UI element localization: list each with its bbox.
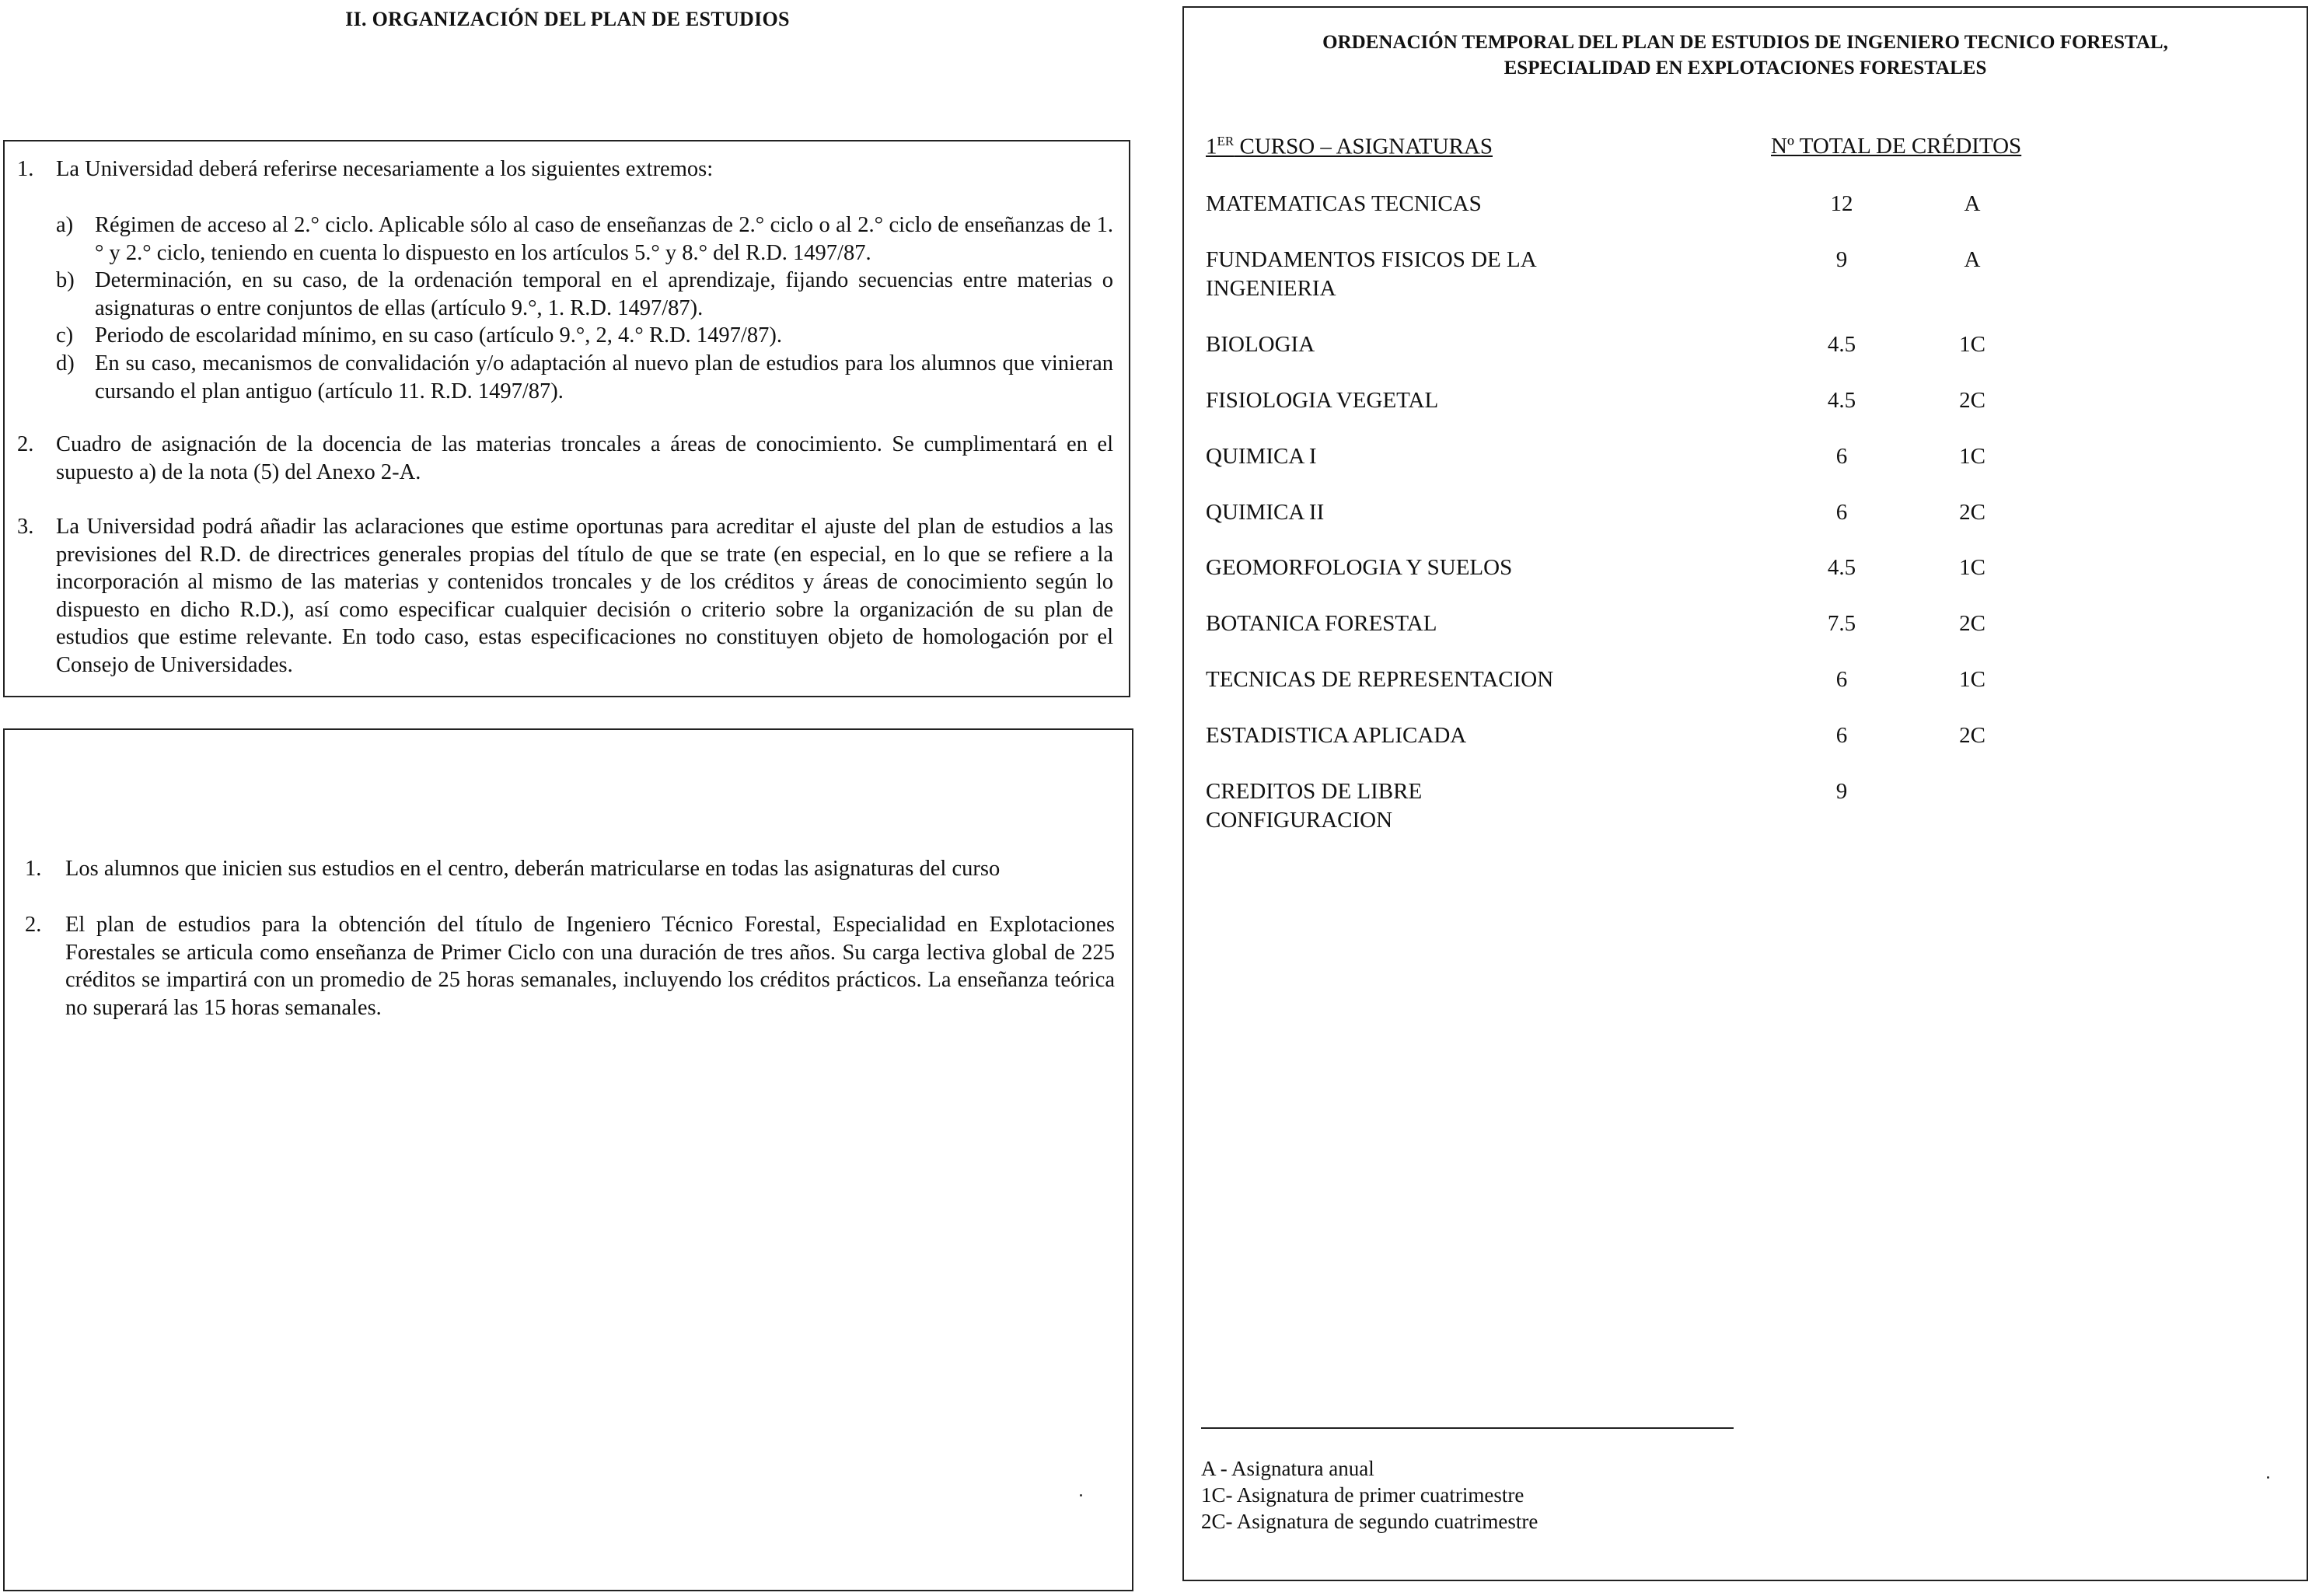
- legend-item: 2C- Asignatura de segundo cuatrimestre: [1201, 1510, 1538, 1533]
- subject-credits: 6: [1835, 444, 1848, 469]
- subject-name: BOTANICA FORESTAL: [1206, 611, 1437, 636]
- item-number: 2.: [25, 913, 42, 937]
- subject-type: A: [1964, 247, 1981, 272]
- subitem-letter: a): [56, 213, 74, 237]
- item-number: 1.: [25, 857, 42, 881]
- subject-name: GEOMORFOLOGIA Y SUELOS: [1206, 555, 1513, 580]
- item-text: El plan de estudios para la obtención del título de Ingeniero Técnico Forestal, Especialidad en Explotaciones Forestales se articula como enseñanza de Primer Ciclo con una duración de tres años. Su carga lectiva global de 225 créditos se impartirá con un promedio de 25 horas semanales, incluyendo los créditos prácticos. La enseñanza teórica no superará las 15 horas semanales.: [65, 913, 1115, 1020]
- subject-credits: 4.5: [1827, 388, 1856, 413]
- subject-name: QUIMICA II: [1206, 500, 1325, 525]
- subitem-text: Régimen de acceso al 2.° ciclo. Aplicable sólo al caso de enseñanzas de 2.° ciclo o al 2.° ciclo de enseñanzas de 1.° y 2.° ciclo, teniendo en cuenta lo dispuesto en los artículos 5.° y 8.° del R.D. 1497/87.: [95, 213, 1113, 265]
- subject-name: FISIOLOGIA VEGETAL: [1206, 388, 1439, 413]
- course-num: 1: [1206, 134, 1217, 159]
- subject-credits: 4.5: [1827, 555, 1856, 580]
- item-text: La Universidad deberá referirse necesariamente a los siguientes extremos:: [56, 157, 714, 181]
- subject-name: ESTADISTICA APLICADA: [1206, 723, 1467, 748]
- schedule-title-line1: ORDENACIÓN TEMPORAL DEL PLAN DE ESTUDIOS DE INGENIERO TECNICO FORESTAL,: [1322, 32, 2168, 53]
- speck-mark: [1080, 1494, 1082, 1496]
- item-number: 2.: [17, 432, 34, 456]
- subject-credits: 4.5: [1827, 332, 1856, 357]
- subitem-text: Periodo de escolaridad mínimo, en su caso (artículo 9.°, 2, 4.° R.D. 1497/87).: [95, 323, 782, 347]
- subject-credits: 9: [1835, 247, 1848, 272]
- subject-type: 1C: [1959, 555, 1985, 580]
- subject-credits: 7.5: [1827, 611, 1856, 636]
- subject-type: 1C: [1959, 667, 1985, 692]
- subject-name: FUNDAMENTOS FISICOS DE LA INGENIERIA: [1206, 247, 1536, 301]
- subject-credits: 6: [1835, 500, 1848, 525]
- subitem-text: Determinación, en su caso, de la ordenación temporal en el aprendizaje, fijando secuencias entre materias o asignaturas o entre conjuntos de ellas (artículo 9.°, 1. R.D. 1497/87).: [95, 268, 1113, 320]
- subject-credits: 9: [1835, 779, 1848, 804]
- subitem-letter: c): [56, 323, 74, 347]
- item-text: La Universidad podrá añadir las aclaraciones que estime oportunas para acreditar el ajuste del plan de estudios a las previsiones del R.D. de directrices generales propias del título de que se trate (en especial, en lo que se refiere a la incorporación al mismo de las materias y contenidos troncales y de los créditos y áreas de conocimiento según lo dispuesto en dicho R.D.), así como especificar cualquier decisión o criterio sobre la organización de su plan de estudios que estime relevante. En todo caso, estas especificaciones no constituyen objeto de homologación por el Consejo de Universidades.: [56, 515, 1113, 677]
- course-sup: ER: [1217, 134, 1235, 148]
- subject-type: A: [1964, 191, 1981, 216]
- subitem-text: En su caso, mecanismos de convalidación y/o adaptación al nuevo plan de estudios para los alumnos que vinieran cursando el plan antiguo (artículo 11. R.D. 1497/87).: [95, 351, 1113, 403]
- subject-name: CREDITOS DE LIBRE CONFIGURACION: [1206, 779, 1423, 833]
- subject-credits: 12: [1830, 191, 1853, 216]
- subject-name: TECNICAS DE REPRESENTACION: [1206, 667, 1554, 692]
- item-number: 3.: [17, 515, 34, 539]
- subject-type: 2C: [1959, 500, 1985, 525]
- subitem-letter: d): [56, 351, 75, 375]
- subject-name: QUIMICA I: [1206, 444, 1317, 469]
- footnote-rule: [1201, 1427, 1734, 1429]
- item-text: Los alumnos que inicien sus estudios en el centro, deberán matricularse en todas las asignaturas del curso: [65, 857, 1001, 881]
- section-title: II. ORGANIZACIÓN DEL PLAN DE ESTUDIOS: [345, 8, 790, 30]
- subject-type: 2C: [1959, 611, 1985, 636]
- subject-credits: 6: [1835, 667, 1848, 692]
- subject-type: 2C: [1959, 723, 1985, 748]
- credits-header: Nº TOTAL DE CRÉDITOS: [1771, 134, 2022, 159]
- subject-credits: 6: [1835, 723, 1848, 748]
- subject-type: 1C: [1959, 332, 1985, 357]
- speck-mark: [2267, 1476, 2269, 1479]
- schedule-title-line2: ESPECIALIDAD EN EXPLOTACIONES FORESTALES: [1503, 58, 1987, 79]
- subject-name: BIOLOGIA: [1206, 332, 1315, 357]
- legend-item: 1C- Asignatura de primer cuatrimestre: [1201, 1483, 1524, 1507]
- legend-item: A - Asignatura anual: [1201, 1457, 1374, 1480]
- item-number: 1.: [17, 157, 34, 181]
- subject-type: 2C: [1959, 388, 1985, 413]
- course-rest: CURSO – ASIGNATURAS: [1234, 134, 1493, 159]
- schedule-title: [1182, 30, 2308, 81]
- subject-name: MATEMATICAS TECNICAS: [1206, 191, 1482, 216]
- item-text: Cuadro de asignación de la docencia de las materias troncales a áreas de conocimiento. Se cumplimentará en el supuesto a) de la nota (5) del Anexo 2-A.: [56, 432, 1113, 484]
- subject-type: 1C: [1959, 444, 1985, 469]
- subitem-letter: b): [56, 268, 75, 292]
- course-header: [1206, 134, 1493, 160]
